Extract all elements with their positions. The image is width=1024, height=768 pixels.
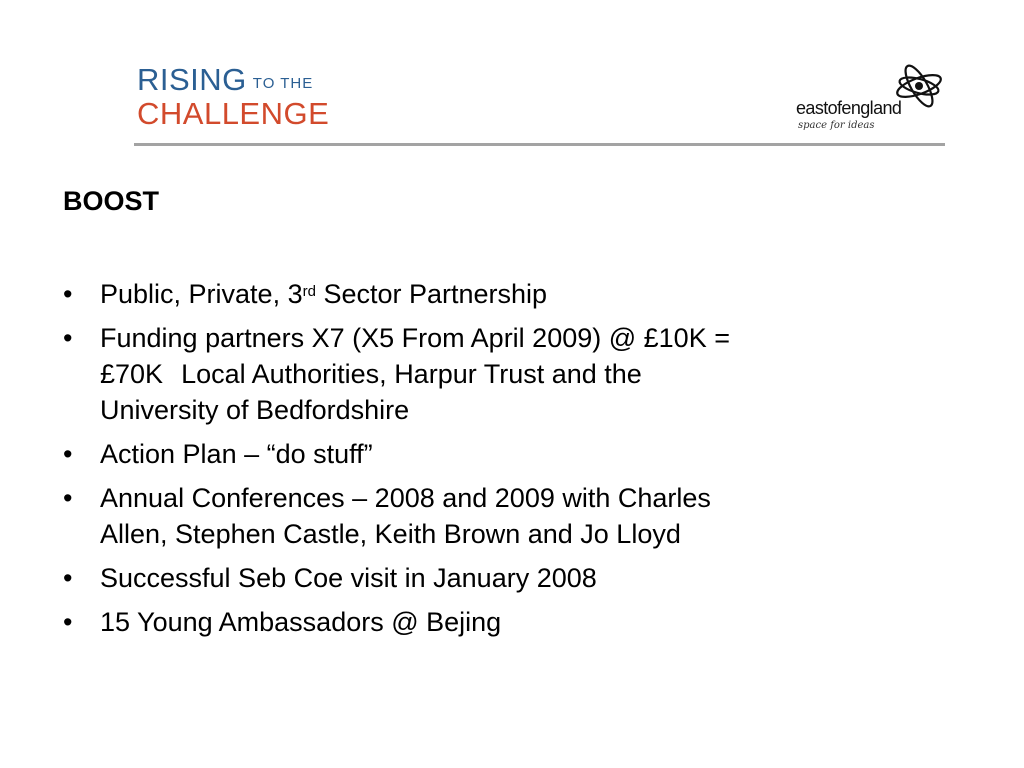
bullet-icon: •	[63, 563, 73, 593]
bullet-text-line: University of Bedfordshire	[100, 395, 410, 425]
list-item	[63, 604, 943, 640]
list-item	[63, 276, 943, 312]
header-divider	[134, 143, 945, 146]
bullet-text: 15 Young Ambassadors @ Bejing	[100, 607, 502, 637]
bullet-text: Successful Seb Coe visit in January 2008	[100, 563, 597, 593]
bullet-icon: •	[63, 607, 73, 637]
bullet-text-cont: Sector Partnership	[315, 279, 548, 309]
bullet-text-line: Funding partners X7 (X5 From April 2009) @ £10K =	[100, 323, 730, 353]
list-item	[63, 560, 943, 596]
east-of-england-logo	[790, 58, 955, 138]
bullet-icon: •	[63, 439, 73, 469]
bullet-icon: •	[63, 323, 73, 353]
bullet-list	[63, 276, 943, 648]
bullet-text: Public, Private, 3	[100, 279, 303, 309]
list-item	[63, 436, 943, 472]
ordinal-superscript: rd	[302, 283, 316, 300]
bullet-text-partners: Local Authorities, Harpur Trust and the	[181, 359, 642, 389]
slide-heading: BOOST	[63, 186, 160, 216]
logo-challenge-text: CHALLENGE	[137, 96, 330, 131]
list-item	[63, 480, 943, 552]
bullet-text-line: Allen, Stephen Castle, Keith Brown and Jo Lloyd	[100, 519, 681, 549]
bullet-text-amount: £70K	[100, 359, 164, 389]
logo-rising-text: RISING	[137, 62, 247, 97]
bullet-text-line: Annual Conferences – 2008 and 2009 with Charles	[100, 483, 711, 513]
bullet-text: Action Plan – “do stuff”	[100, 439, 373, 469]
rising-to-the-challenge-logo	[137, 62, 377, 138]
east-of-england-wordmark: eastofengland	[796, 98, 902, 118]
bullet-icon: •	[63, 279, 73, 309]
bullet-icon: •	[63, 483, 73, 513]
logo-to-the-text: TO THE	[252, 75, 314, 92]
list-item	[63, 320, 943, 428]
logo-tagline: space for ideas	[798, 120, 875, 131]
